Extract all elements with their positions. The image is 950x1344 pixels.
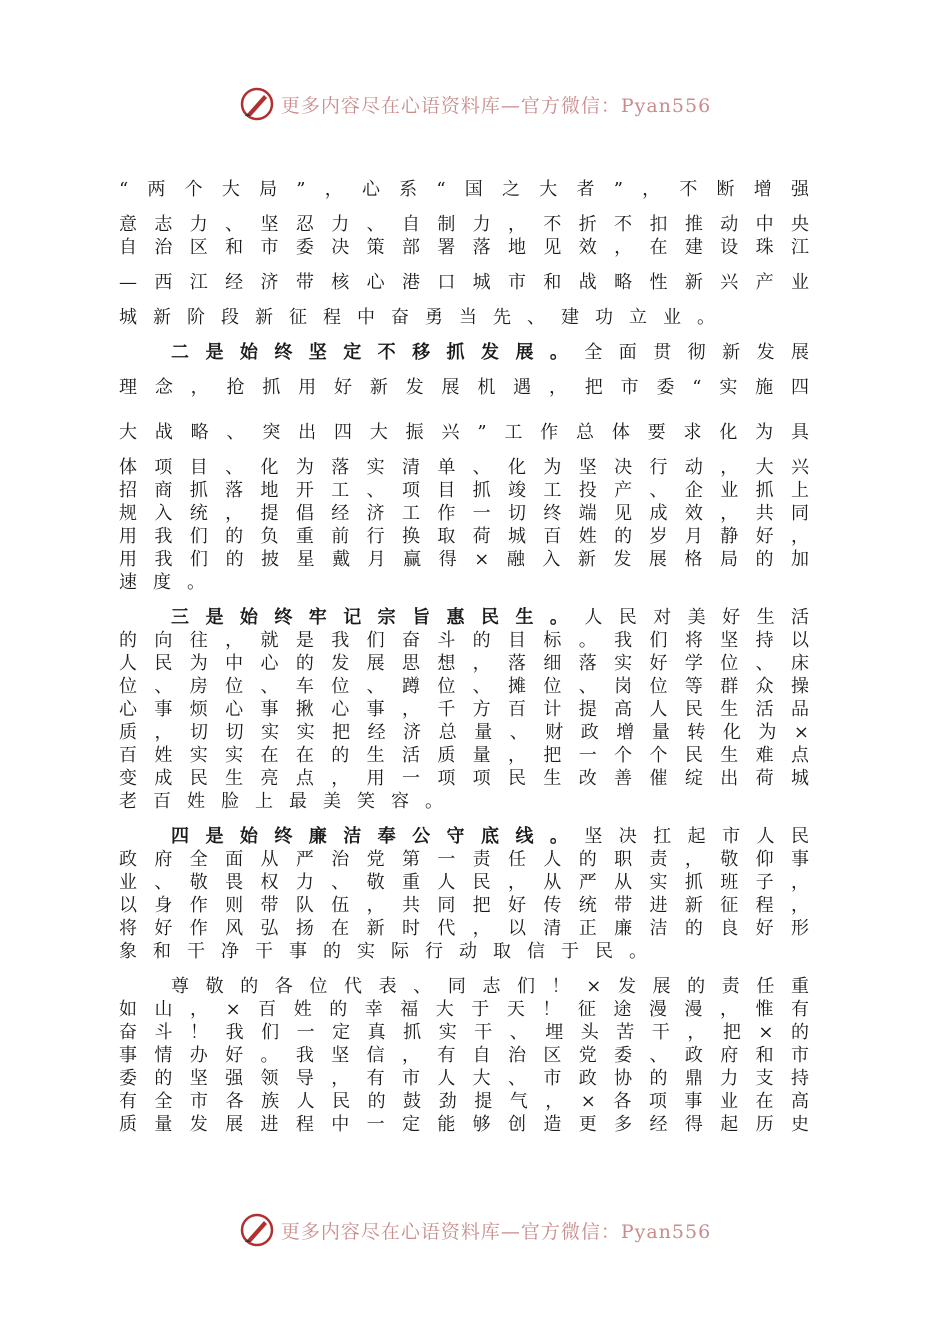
- text-line: “两个大局”，心系“国之大者”，不断增强: [119, 179, 809, 200]
- text-line: 位、房位、车位、蹲位、摊位、岗位等群众操: [119, 676, 809, 697]
- text-line: 委的坚强领导，有市人大、市政协的鼎力支持: [119, 1068, 809, 1089]
- text-line: 政府全面从严治党第一责任人的职责，敬仰事: [119, 849, 809, 870]
- section-heading: 四是始终廉洁奉公守底线。: [171, 826, 585, 847]
- text-line: 变成民生亮点，用一项项民生改善催绽出荷城: [119, 768, 809, 789]
- section-heading-rest: 人民对美好生活: [584, 607, 809, 628]
- section-heading-rest: 坚决扛起市人民: [584, 826, 809, 847]
- text-line: 尊敬的各位代表、同志们！×发展的责任重: [171, 976, 809, 997]
- text-line: 速度。: [119, 572, 221, 593]
- paragraph-4: [119, 825, 809, 963]
- text-line: 事情办好。我坚信，有自治区党委、政府和市: [119, 1045, 809, 1066]
- text-line: 的向往，就是我们奋斗的目标。我们将坚持以: [119, 630, 809, 651]
- section-heading: 二是始终坚定不移抓发展。: [171, 342, 585, 363]
- text-line: 意志力、坚忍力、自制力，不折不扣推动中央: [119, 214, 809, 235]
- text-line: 城新阶段新征程中奋勇当先、建功立业。: [119, 307, 731, 328]
- pen-logo-icon: [239, 1212, 275, 1248]
- text-line: 质量发展进程中一定能够创造更多经得起历史: [119, 1114, 809, 1135]
- paragraph-3: [119, 606, 809, 813]
- text-line: [119, 825, 809, 848]
- text-line: [119, 341, 809, 364]
- watermark-banner-top: [0, 84, 950, 124]
- section-heading: 三是始终牢记宗旨惠民生。: [171, 607, 585, 628]
- text-line: 质，切切实实把经济总量、财政增量转化为×: [119, 722, 809, 743]
- text-line: 体项目、化为落实清单、化为坚决行动，大兴: [119, 457, 809, 478]
- watermark-text-bottom: 更多内容尽在心语资料库—官方微信：Pyan556: [280, 1220, 712, 1243]
- text-line: 用我们的披星戴月赢得×融入新发展格局的加: [119, 549, 809, 570]
- text-line: 用我们的负重前行换取荷城百姓的岁月静好，: [119, 526, 809, 547]
- text-line: 理念，抢抓用好新发展机遇，把市委“实施四: [119, 377, 809, 398]
- text-line: 规入统，提倡经济工作一切终端见成效，共同: [119, 503, 809, 524]
- pen-logo-icon: [239, 86, 275, 122]
- paragraph-2: [119, 341, 809, 594]
- text-line: 如山，×百姓的幸福大于天！征途漫漫，惟有: [119, 999, 809, 1020]
- text-line: 象和干净干事的实际行动取信于民。: [119, 941, 663, 962]
- text-line: [119, 606, 809, 629]
- text-line: 百姓实实在在的生活质量，把一个个民生难点: [119, 745, 809, 766]
- text-line: 以身作则带队伍，共同把好传统带进新征程，: [119, 895, 809, 916]
- text-line: 奋斗！我们一定真抓实干、埋头苦干，把×的: [119, 1022, 809, 1043]
- paragraph-1: [119, 178, 809, 329]
- watermark-text-top: 更多内容尽在心语资料库—官方微信：Pyan556: [280, 94, 712, 117]
- text-line: 业、敬畏权力、敬重人民，从严从实抓班子，: [119, 872, 809, 893]
- text-line: 自治区和市委决策部署落地见效，在建设珠江: [119, 237, 809, 258]
- section-heading-rest: 全面贯彻新发展: [584, 342, 809, 363]
- text-line: 大战略、突出四大振兴”工作总体要求化为具: [119, 422, 809, 443]
- text-line: —西江经济带核心港口城市和战略性新兴产业: [119, 272, 809, 293]
- watermark-banner-bottom: [0, 1210, 950, 1250]
- text-line: 招商抓落地开工、项目抓竣工投产、企业抓上: [119, 480, 809, 501]
- text-line: 有全市各族人民的鼓劲提气，×各项事业在高: [119, 1091, 809, 1112]
- text-line: 老百姓脸上最美笑容。: [119, 791, 459, 812]
- text-line: 人民为中心的发展思想，落细落实好学位、床: [119, 653, 809, 674]
- paragraph-5: [119, 975, 809, 1136]
- text-line: 心事烦心事揪心事，千方百计提高人民生活品: [119, 699, 809, 720]
- document-body: [119, 178, 809, 1136]
- text-line: 将好作风弘扬在新时代，以清正廉洁的良好形: [119, 918, 809, 939]
